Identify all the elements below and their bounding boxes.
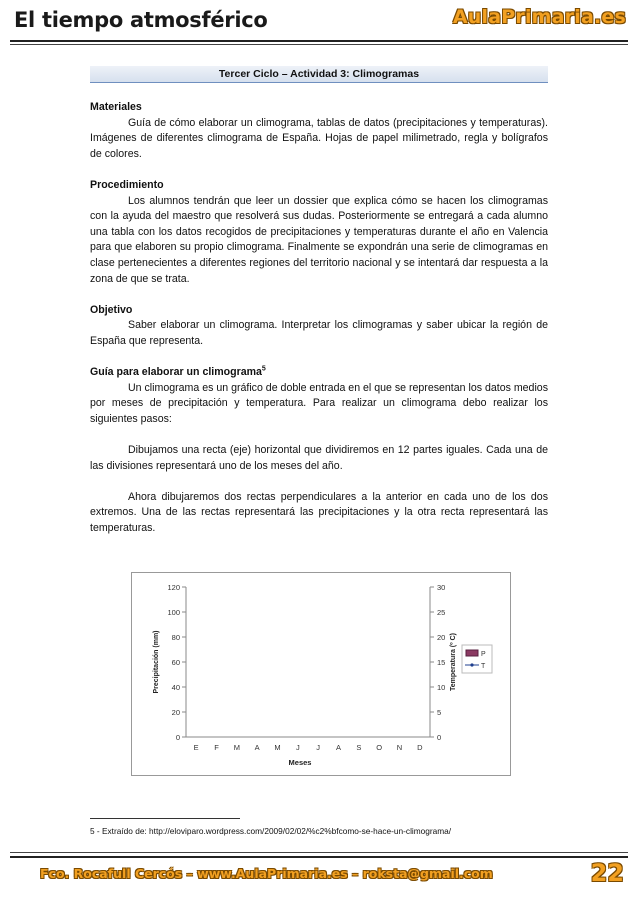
- x-tick-label: E: [193, 743, 199, 752]
- section-heading: Materiales: [90, 101, 142, 113]
- section-guia: [90, 365, 548, 427]
- section-heading-text: Guía para elaborar un climograma: [90, 366, 262, 379]
- y-tick-label: 60: [171, 658, 180, 667]
- y2-tick-label: 0: [437, 733, 442, 742]
- y2-tick-label: 20: [437, 633, 446, 642]
- legend-marker-t: [470, 663, 473, 666]
- footnote-text: - Extraído de: http://eloviparo.wordpress.com/2009/02/02/%c2%bfcomo-se-hace-un-climograma/: [94, 826, 452, 836]
- y-axis-title: Precipitación (mm): [153, 630, 160, 694]
- climogram-svg: [132, 573, 510, 775]
- paragraph: Saber elaborar un climograma. Interpretar los climogramas y saber ubicar la región de España que representa.: [90, 319, 548, 347]
- legend-label-p: P: [481, 651, 486, 658]
- footer-rule-thin: [10, 852, 628, 853]
- x-tick-label: O: [376, 743, 383, 752]
- y-tick-label: 80: [171, 633, 180, 642]
- section-objetivo: [90, 303, 548, 350]
- footer-credits: Fco. Rocafull Cercós – www.AulaPrimaria.es – roksta@gmail.com: [40, 866, 493, 881]
- legend-box: [462, 645, 492, 673]
- y-tick-label: 0: [175, 733, 180, 742]
- footnote-marker: 5: [261, 365, 266, 373]
- section-heading: Objetivo: [90, 303, 133, 316]
- footnote: [90, 826, 451, 836]
- y2-tick-label: 25: [437, 608, 446, 617]
- x-tick-label: S: [356, 743, 362, 752]
- section-procedimiento: [90, 178, 548, 287]
- x-tick-label: A: [254, 743, 260, 752]
- page-number: 22: [590, 859, 624, 887]
- footnote-number: 5: [90, 826, 95, 836]
- y-tick-label: 20: [171, 708, 180, 717]
- legend-swatch-p: [466, 650, 478, 656]
- climogram-chart: [131, 572, 511, 776]
- paragraph: Ahora dibujaremos dos rectas perpendiculares a la anterior en cada uno de los dos extremos. Una de las rectas representará las precipitaciones y la otra recta representará las temperaturas.: [90, 490, 548, 535]
- x-tick-label: J: [316, 743, 321, 752]
- y2-tick-label: 15: [437, 658, 446, 667]
- page-header-title: El tiempo atmosférico: [14, 8, 268, 32]
- step-2: [90, 490, 548, 537]
- footnote-rule: [90, 818, 240, 819]
- step-1: [90, 443, 548, 474]
- x-axis-title: Meses: [288, 758, 312, 767]
- paragraph: Guía de cómo elaborar un climograma, tablas de datos (precipitaciones y temperaturas). Imágenes de diferentes climograma de España. Hojas de papel milimetrado, regla y bolígrafos de colores.: [90, 116, 548, 160]
- activity-banner: Tercer Ciclo – Actividad 3: Climogramas: [90, 66, 548, 83]
- section-heading: Procedimiento: [90, 178, 164, 191]
- x-tick-label: N: [396, 743, 403, 752]
- section-heading: [90, 365, 548, 381]
- section-materiales: [90, 100, 548, 162]
- paragraph: Un climograma es un gráfico de doble entrada en el que se representan los datos medios por meses de precipitación y temperatura. Para realizar un climograma debo realizar los siguientes pasos:: [90, 381, 548, 425]
- footer-rule: [10, 856, 628, 858]
- document-body: [90, 100, 548, 552]
- y2-tick-label: 10: [437, 683, 446, 692]
- x-tick-label: M: [233, 743, 240, 752]
- paragraph: Los alumnos tendrán que leer un dossier que explica cómo se hacen los climogramas con la ayuda del maestro que resolverá sus dudas. Posteriormente se entregará a cada alumno una tabla con los datos recogidos de precipitaciones y temperaturas durante el año en Valencia para que elaboren su propio climograma. Finalmente se expondrán una serie de climogramas en clase pertenecientes a diferentes regiones del territorio nacional y se intentará dar respuesta a la zona de que se trata.: [90, 194, 548, 285]
- y-tick-label: 40: [171, 683, 180, 692]
- y-tick-label: 100: [167, 608, 180, 617]
- header-rule: [10, 40, 628, 42]
- y2-axis-title: Temperatura (º C): [450, 632, 457, 692]
- brand-logo-text: AulaPrimaria.es: [452, 6, 626, 28]
- x-tick-label: A: [335, 743, 342, 752]
- x-tick-label: J: [295, 743, 300, 752]
- y-tick-label: 120: [167, 583, 180, 592]
- header-rule-thin: [10, 44, 628, 45]
- paragraph: Dibujamos una recta (eje) horizontal que dividiremos en 12 partes iguales. Cada una de las divisiones representará uno de los meses del año.: [90, 444, 548, 472]
- x-tick-label: M: [274, 743, 281, 752]
- y2-tick-label: 30: [437, 583, 446, 592]
- y2-tick-label: 5: [437, 708, 442, 717]
- x-tick-label: F: [214, 743, 219, 752]
- x-tick-label: D: [417, 743, 423, 752]
- legend-label-t: T: [481, 663, 486, 670]
